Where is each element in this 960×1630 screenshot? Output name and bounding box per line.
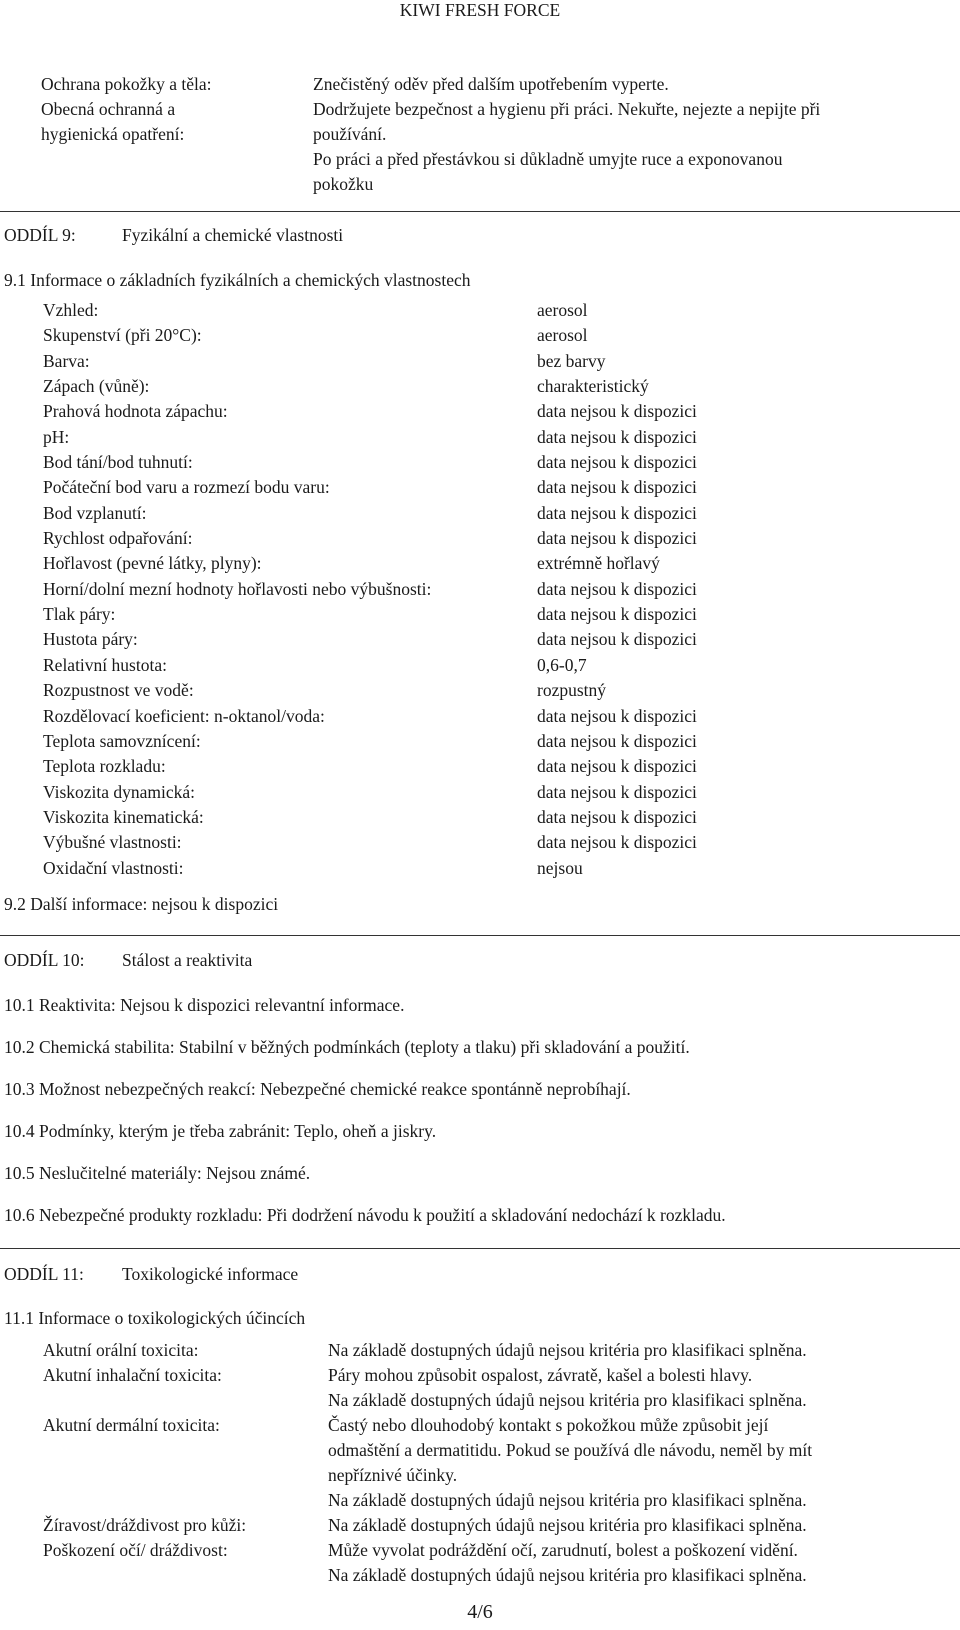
property-value: data nejsou k dispozici — [537, 806, 697, 827]
toxicology-row — [43, 1513, 943, 1538]
section-9-title: Fyzikální a chemické vlastnosti — [122, 225, 344, 245]
toxicology-line: Častý nebo dlouhodobý kontakt s pokožkou může způsobit její — [328, 1415, 769, 1435]
property-row — [43, 475, 743, 500]
property-row — [43, 450, 743, 475]
property-row — [43, 653, 743, 678]
property-value: data nejsou k dispozici — [537, 832, 697, 853]
subsection-10-3: 10.3 Možnost nebezpečných reakcí: Nebezpečné chemické reakce spontánně neprobíhají. — [4, 1079, 631, 1099]
property-row — [43, 780, 743, 805]
property-row — [43, 399, 743, 424]
property-value: data nejsou k dispozici — [537, 477, 697, 498]
property-name: Bod tání/bod tuhnutí: — [43, 452, 193, 473]
property-row — [43, 526, 743, 551]
toxicology-name: Akutní dermální toxicita: — [43, 1415, 220, 1435]
property-name: Viskozita dynamická: — [43, 781, 196, 802]
subsection-10-5: 10.5 Neslučitelné materiály: Nejsou známé. — [4, 1163, 311, 1183]
toxicology-name: Akutní orální toxicita: — [43, 1340, 199, 1360]
subsection-10-2: 10.2 Chemická stabilita: Stabilní v běžných podmínkách (teploty a tlaku) při skladování a použití. — [4, 1037, 690, 1057]
property-name: Hustota páry: — [43, 629, 138, 650]
property-row — [43, 627, 743, 652]
property-name: Relativní hustota: — [43, 654, 167, 675]
property-value: extrémně hořlavý — [537, 553, 660, 574]
toxicology-row — [43, 1338, 943, 1363]
toxicology-line: odmaštění a dermatitidu. Pokud se používá dle návodu, neměl by mít — [328, 1440, 813, 1460]
property-value: data nejsou k dispozici — [537, 756, 697, 777]
property-value: data nejsou k dispozici — [537, 604, 697, 625]
protection-text — [313, 72, 953, 197]
property-value: data nejsou k dispozici — [537, 705, 697, 726]
protection-text-line: Po práci a před přestávkou si důkladně umyjte ruce a exponovanou — [313, 149, 783, 169]
toxicology-value — [328, 1513, 928, 1538]
property-name: Viskozita kinematická: — [43, 806, 204, 827]
section-divider — [0, 211, 960, 212]
toxicology-value — [328, 1338, 928, 1363]
property-value: data nejsou k dispozici — [537, 426, 697, 447]
toxicology-value — [328, 1413, 928, 1513]
property-row — [43, 298, 743, 323]
toxicology-line: Na základě dostupných údajů nejsou kritéria pro klasifikaci splněna. — [328, 1390, 807, 1410]
subsection-10-4: 10.4 Podmínky, kterým je třeba zabránit: Teplo, oheň a jiskry. — [4, 1121, 437, 1141]
section-divider — [0, 935, 960, 936]
toxicology-row — [43, 1363, 943, 1413]
section-10-title: Stálost a reaktivita — [122, 950, 253, 970]
property-value: data nejsou k dispozici — [537, 578, 697, 599]
toxicology-name: Žíravost/dráždivost pro kůži: — [43, 1515, 247, 1535]
property-row — [43, 501, 743, 526]
subsection-10-6: 10.6 Nebezpečné produkty rozkladu: Při dodržení návodu k použití a skladování nedochází k rozkladu. — [4, 1205, 726, 1225]
property-value: nejsou — [537, 857, 583, 878]
property-name: Prahová hodnota zápachu: — [43, 401, 228, 422]
protection-label-line: hygienická opatření: — [41, 124, 185, 144]
toxicology-line: nepříznivé účinky. — [328, 1465, 458, 1485]
section-9-code: ODDÍL 9: — [4, 225, 76, 245]
subsection-9-1: 9.1 Informace o základních fyzikálních a chemických vlastnostech — [4, 270, 471, 290]
subsection-9-2: 9.2 Další informace: nejsou k dispozici — [4, 894, 279, 914]
property-row — [43, 678, 743, 703]
property-row — [43, 374, 743, 399]
property-value: data nejsou k dispozici — [537, 502, 697, 523]
property-name: Teplota rozkladu: — [43, 756, 166, 777]
document-header: KIWI FRESH FORCE — [399, 0, 561, 20]
properties-table — [43, 298, 743, 881]
property-name: Bod vzplanutí: — [43, 502, 147, 523]
section-11-title: Toxikologické informace — [122, 1264, 299, 1284]
subsection-10-1: 10.1 Reaktivita: Nejsou k dispozici relevantní informace. — [4, 995, 405, 1015]
page-number: 4/6 — [467, 1601, 493, 1623]
property-row — [43, 805, 743, 830]
protection-label-line: Ochrana pokožky a těla: — [41, 74, 212, 94]
property-name: Skupenství (při 20°C): — [43, 325, 202, 346]
toxicology-line: Páry mohou způsobit ospalost, závratě, kašel a bolesti hlavy. — [328, 1365, 753, 1385]
property-value: rozpustný — [537, 680, 607, 701]
protection-label-line: Obecná ochranná a — [41, 99, 176, 119]
property-value: data nejsou k dispozici — [537, 629, 697, 650]
subsection-11-1: 11.1 Informace o toxikologických účincích — [4, 1308, 306, 1328]
property-row — [43, 323, 743, 348]
property-name: Hořlavost (pevné látky, plyny): — [43, 553, 262, 574]
protection-text-line: Dodržujete bezpečnost a hygienu při práci. Nekuřte, nejezte a nepijte při — [313, 99, 821, 119]
toxicology-name: Akutní inhalační toxicita: — [43, 1365, 222, 1385]
toxicology-row — [43, 1413, 943, 1513]
property-value: data nejsou k dispozici — [537, 452, 697, 473]
property-value: aerosol — [537, 300, 588, 320]
section-10-code: ODDÍL 10: — [4, 950, 85, 970]
property-row — [43, 349, 743, 374]
property-row — [43, 425, 743, 450]
property-name: Vzhled: — [43, 300, 99, 320]
property-name: Barva: — [43, 350, 90, 371]
property-value: charakteristický — [537, 376, 649, 397]
toxicology-value — [328, 1363, 928, 1413]
property-row — [43, 602, 743, 627]
property-name: Rozpustnost ve vodě: — [43, 680, 194, 701]
property-value: 0,6-0,7 — [537, 654, 587, 675]
toxicology-table — [43, 1338, 943, 1588]
toxicology-row — [43, 1538, 943, 1588]
toxicology-name: Poškození očí/ dráždivost: — [43, 1540, 228, 1560]
property-name: Výbušné vlastnosti: — [43, 832, 182, 853]
property-name: Teplota samovznícení: — [43, 730, 201, 751]
property-value: aerosol — [537, 325, 588, 346]
property-name: Zápach (vůně): — [43, 376, 150, 397]
property-row — [43, 830, 743, 855]
property-value: data nejsou k dispozici — [537, 730, 697, 751]
property-value: data nejsou k dispozici — [537, 401, 697, 422]
toxicology-line: Na základě dostupných údajů nejsou kritéria pro klasifikaci splněna. — [328, 1340, 807, 1360]
protection-labels — [41, 72, 212, 147]
property-name: Počáteční bod varu a rozmezí bodu varu: — [43, 477, 330, 498]
property-name: Rozdělovací koeficient: n-oktanol/voda: — [43, 705, 325, 726]
property-row — [43, 551, 743, 576]
toxicology-line: Na základě dostupných údajů nejsou kritéria pro klasifikaci splněna. — [328, 1490, 807, 1510]
property-name: Oxidační vlastnosti: — [43, 857, 184, 878]
section-divider — [0, 1248, 960, 1249]
property-row — [43, 856, 743, 881]
property-value: bez barvy — [537, 350, 606, 371]
protection-text-line: pokožku — [313, 174, 374, 194]
toxicology-value — [328, 1538, 928, 1588]
property-row — [43, 704, 743, 729]
property-value: data nejsou k dispozici — [537, 528, 697, 549]
property-name: Horní/dolní mezní hodnoty hořlavosti nebo výbušnosti: — [43, 578, 432, 599]
toxicology-line: Na základě dostupných údajů nejsou kritéria pro klasifikaci splněna. — [328, 1515, 807, 1535]
protection-text-line: Znečistěný oděv před dalším upotřebením vyperte. — [313, 74, 669, 94]
property-row — [43, 729, 743, 754]
toxicology-line: Na základě dostupných údajů nejsou kritéria pro klasifikaci splněna. — [328, 1565, 807, 1585]
toxicology-line: Může vyvolat podráždění očí, zarudnutí, bolest a poškození vidění. — [328, 1540, 798, 1560]
property-row — [43, 577, 743, 602]
property-name: Tlak páry: — [43, 604, 116, 625]
property-name: pH: — [43, 426, 70, 447]
property-name: Rychlost odpařování: — [43, 528, 193, 549]
property-row — [43, 754, 743, 779]
section-11-code: ODDÍL 11: — [4, 1264, 84, 1284]
property-value: data nejsou k dispozici — [537, 781, 697, 802]
protection-text-line: používání. — [313, 124, 387, 144]
